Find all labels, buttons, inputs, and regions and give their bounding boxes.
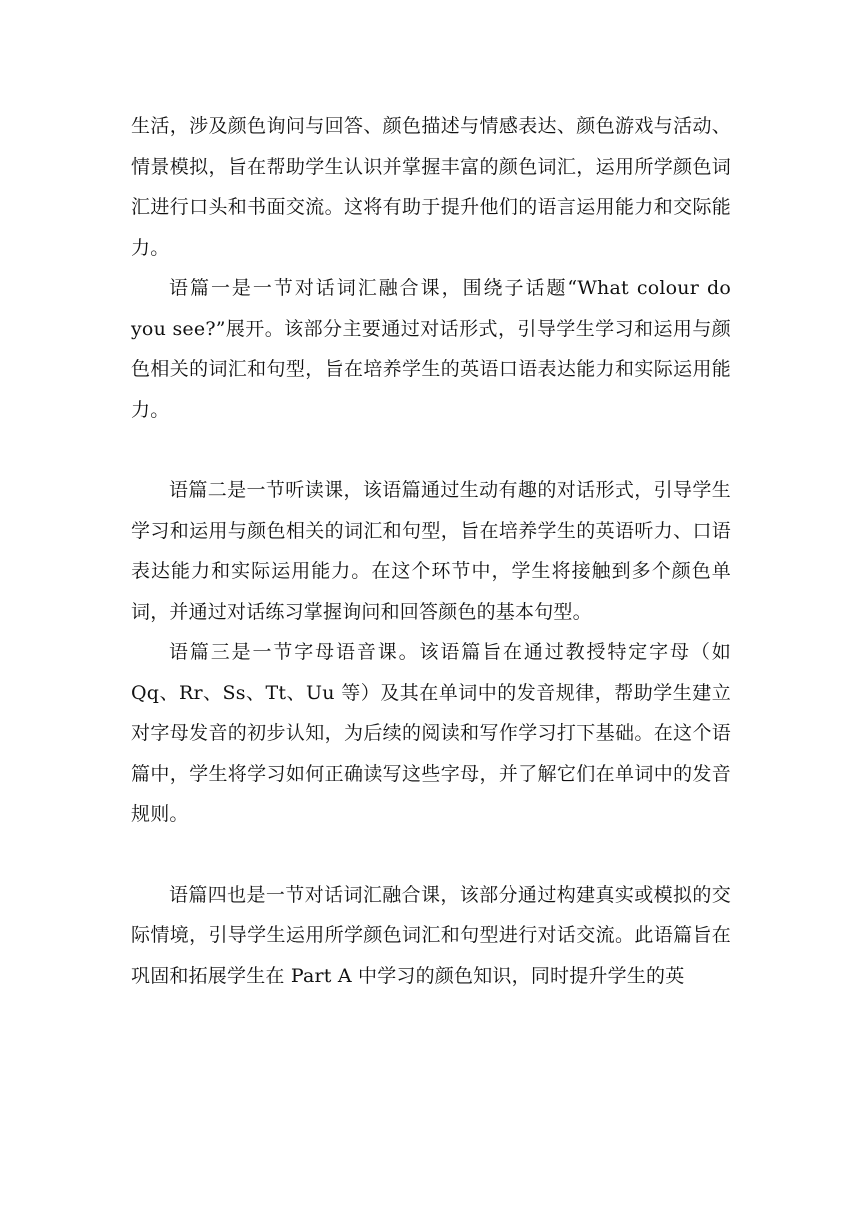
paragraph-gap <box>131 835 731 875</box>
document-page <box>131 106 731 996</box>
paragraph-text-one: 语篇一是一节对话词汇融合课，围绕子话题“What colour do you see?”展开。该部分主要通过对话形式，引导学生学习和运用与颜色相关的词汇和句型，旨在培养学生的英语口语表达能力和实际运用能力。 <box>131 277 731 421</box>
paragraph-text-two: 语篇二是一节听读课，该语篇通过生动有趣的对话形式，引导学生学习和运用与颜色相关的词汇和句型，旨在培养学生的英语听力、口语表达能力和实际运用能力。在这个环节中，学生将接触到多个颜色单词，并通过对话练习掌握询问和回答颜色的基本句型。 <box>131 479 731 623</box>
paragraph-intro-continuation: 生活，涉及颜色询问与回答、颜色描述与情感表达、颜色游戏与活动、情景模拟，旨在帮助学生认识并掌握丰富的颜色词汇，运用所学颜色词汇进行口头和书面交流。这将有助于提升他们的语言运用能力和交际能力。 <box>131 115 731 259</box>
paragraph-text-three: 语篇三是一节字母语音课。该语篇旨在通过教授特定字母（如 Qq、Rr、Ss、Tt、Uu 等）及其在单词中的发音规律，帮助学生建立对字母发音的初步认知，为后续的阅读和写作学习打下基础。在这个语篇中，学生将学习如何正确读写这些字母，并了解它们在单词中的发音规则。 <box>131 641 731 825</box>
paragraph-gap <box>131 430 731 470</box>
paragraph-text-four: 语篇四也是一节对话词汇融合课，该部分通过构建真实或模拟的交际情境，引导学生运用所学颜色词汇和句型进行对话交流。此语篇旨在巩固和拓展学生在 Part A 中学习的颜色知识，同时提升学生的英 <box>131 883 731 987</box>
